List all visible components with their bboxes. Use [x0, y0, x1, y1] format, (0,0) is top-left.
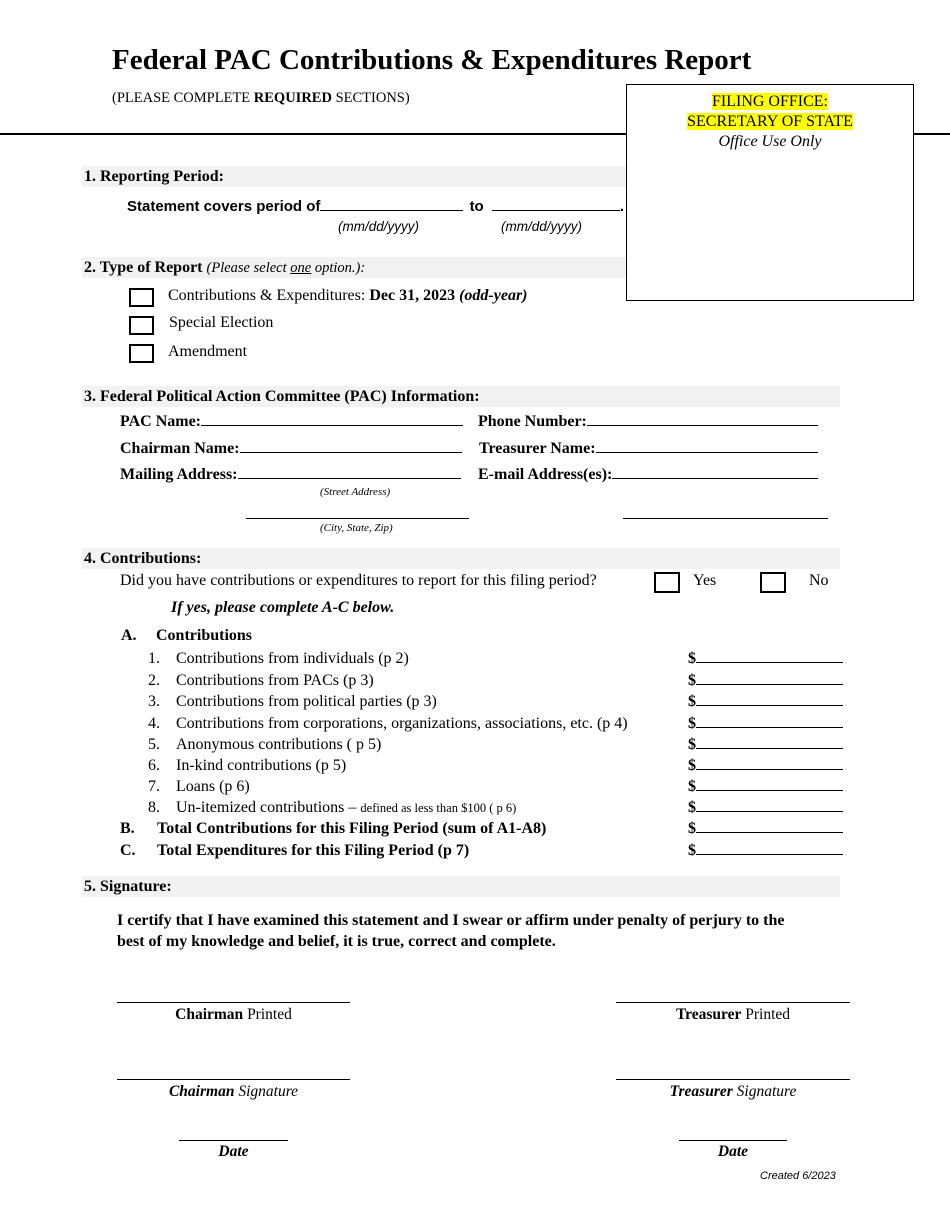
section-2-heading — [82, 257, 626, 278]
special-election-option: Special Election — [169, 314, 274, 331]
chairman-name-field[interactable] — [240, 452, 462, 453]
item-amount-row — [688, 778, 843, 796]
reporting-period-row — [127, 198, 624, 215]
item-amount-row — [688, 715, 843, 733]
item-label-text: Un-itemized contributions – — [176, 799, 361, 816]
yes-checkbox[interactable] — [654, 572, 680, 593]
subtitle-post: SECTIONS) — [331, 90, 410, 106]
period-end-field[interactable] — [492, 210, 620, 211]
item-amount-field[interactable] — [696, 684, 843, 685]
chairman-signature-caption — [117, 1083, 350, 1101]
dollar-sign: $ — [688, 778, 696, 795]
item-amount-field[interactable] — [696, 662, 843, 663]
if-yes-instruction: If yes, please complete A-C below. — [171, 599, 395, 616]
section-1-title: 1. Reporting Period: — [84, 168, 224, 185]
special-election-checkbox[interactable] — [129, 316, 154, 335]
pac-name-field[interactable] — [201, 425, 463, 426]
street-address-field[interactable] — [238, 478, 461, 479]
item-amount-row — [688, 736, 843, 754]
section-5-heading — [82, 876, 840, 897]
dollar-sign: $ — [688, 842, 696, 859]
amendment-checkbox[interactable] — [129, 344, 154, 363]
item-number: 5. — [148, 736, 160, 753]
total-expenditures-label: Total Expenditures for this Filing Period (p 7) — [157, 842, 470, 859]
no-label: No — [809, 572, 829, 589]
mailing-address-label: Mailing Address: — [120, 466, 238, 483]
section-1-heading — [82, 166, 626, 187]
total-contributions-row — [688, 820, 843, 838]
dollar-sign: $ — [688, 715, 696, 732]
total-contributions-field[interactable] — [696, 832, 843, 833]
filing-office-label: FILING OFFICE: — [711, 93, 828, 110]
chairman-signature-line[interactable] — [117, 1079, 350, 1080]
item-label-note: defined as less than $100 ( p 6) — [360, 801, 517, 815]
hint-post: option.): — [311, 260, 366, 276]
dollar-sign: $ — [688, 650, 696, 667]
contributions-question: Did you have contributions or expenditures to report for this filing period? — [120, 572, 597, 589]
item-label — [176, 693, 437, 711]
email-label: E-mail Address(es): — [478, 466, 613, 483]
total-contributions-label: Total Contributions for this Filing Period (sum of A1-A8) — [157, 820, 547, 837]
item-label — [176, 715, 628, 733]
item-amount-row — [688, 672, 843, 690]
item-number: 6. — [148, 757, 160, 774]
item-label-text: Loans (p 6) — [176, 778, 250, 795]
chairman-date-line[interactable] — [179, 1140, 288, 1141]
section-b-letter: B. — [120, 820, 135, 837]
item-number: 2. — [148, 672, 160, 689]
section-c-letter: C. — [120, 842, 136, 859]
opt1-date: Dec 31, 2023 — [369, 287, 456, 304]
dollar-sign: $ — [688, 672, 696, 689]
chairman-date-caption: Date — [218, 1143, 249, 1160]
item-number: 4. — [148, 715, 160, 732]
dollar-sign: $ — [688, 820, 696, 837]
city-state-zip-hint: (City, State, Zip) — [320, 522, 393, 534]
item-number: 8. — [148, 799, 160, 816]
statement-covers-label: Statement covers period of — [127, 198, 321, 215]
item-label — [176, 650, 409, 668]
contrib-expend-option — [168, 287, 528, 305]
item-number: 7. — [148, 778, 160, 795]
section-a-letter: A. — [121, 627, 137, 644]
mailing-address-row — [120, 466, 461, 484]
pac-name-row — [120, 413, 463, 431]
email-field-2[interactable] — [623, 504, 828, 519]
treasurer-name-label: Treasurer Name: — [479, 440, 596, 457]
treasurer-sig-bold: Treasurer — [669, 1083, 733, 1100]
period-start-field[interactable] — [320, 210, 463, 211]
opt1-label: Contributions & Expenditures: — [168, 287, 370, 304]
item-label — [176, 672, 374, 690]
treasurer-date-caption: Date — [717, 1143, 749, 1160]
email-row — [478, 466, 818, 484]
item-label — [176, 799, 516, 817]
section-2-title: 2. Type of Report — [84, 259, 203, 276]
chairman-printed-line[interactable] — [117, 1002, 350, 1003]
to-label: to — [469, 198, 484, 215]
item-label-text: Contributions from individuals (p 2) — [176, 650, 409, 667]
item-label-text: In-kind contributions (p 5) — [176, 757, 347, 774]
phone-row — [478, 413, 818, 431]
item-amount-field[interactable] — [696, 769, 843, 770]
treasurer-printed-text: Printed — [741, 1006, 791, 1023]
page-subtitle — [112, 90, 410, 107]
treasurer-printed-bold: Treasurer — [675, 1006, 742, 1023]
item-amount-row — [688, 799, 843, 817]
treasurer-signature-line[interactable] — [616, 1079, 850, 1080]
chairman-printed-bold: Chairman — [175, 1006, 244, 1023]
section-3-title: 3. Federal Political Action Committee (PAC) Information: — [84, 388, 480, 405]
chairman-printed-caption — [117, 1006, 350, 1024]
created-date: Created 6/2023 — [760, 1170, 836, 1182]
item-amount-row — [688, 650, 843, 668]
secretary-of-state-label: SECRETARY OF STATE — [687, 113, 853, 130]
treasurer-sig-text: Signature — [732, 1083, 797, 1100]
chairman-name-label: Chairman Name: — [120, 440, 240, 457]
item-amount-field[interactable] — [696, 748, 843, 749]
treasurer-date-line[interactable] — [679, 1140, 787, 1141]
yes-label: Yes — [693, 572, 717, 589]
chairman-name-row — [120, 440, 462, 458]
hint-one: one — [290, 260, 312, 276]
treasurer-name-row — [479, 440, 818, 458]
amendment-option: Amendment — [168, 343, 248, 360]
section-3-heading — [82, 386, 840, 407]
subtitle-required: REQUIRED — [253, 90, 332, 106]
date-hint-2: (mm/dd/yyyy) — [501, 219, 582, 234]
total-expenditures-field[interactable] — [696, 854, 843, 855]
no-checkbox[interactable] — [760, 572, 786, 593]
date-hint-1: (mm/dd/yyyy) — [338, 219, 419, 234]
item-label — [176, 757, 346, 775]
item-amount-row — [688, 693, 843, 711]
dollar-sign: $ — [688, 736, 696, 753]
item-amount-row — [688, 757, 843, 775]
period-end-dot: . — [619, 198, 625, 215]
hint-pre: (Please select — [206, 260, 291, 276]
treasurer-name-field[interactable] — [596, 452, 818, 453]
office-use-only: Office Use Only — [718, 133, 822, 150]
page-title: Federal PAC Contributions & Expenditures Report — [112, 44, 752, 76]
email-field[interactable] — [612, 478, 818, 479]
phone-field[interactable] — [587, 425, 818, 426]
item-label — [176, 778, 250, 796]
item-label — [176, 736, 381, 754]
dollar-sign: $ — [688, 799, 696, 816]
contrib-expend-checkbox[interactable] — [129, 288, 154, 307]
item-number: 3. — [148, 693, 160, 710]
section-4-title: 4. Contributions: — [84, 550, 202, 567]
certify-line-1: I certify that I have examined this statement and I swear or affirm under penalty of perjury to the — [117, 912, 785, 929]
total-expenditures-row — [688, 842, 843, 860]
phone-label: Phone Number: — [478, 413, 587, 430]
city-state-zip-field[interactable] — [246, 504, 469, 519]
section-5-title: 5. Signature: — [84, 878, 172, 895]
item-label-text: Contributions from corporations, organizations, associations, etc. (p 4) — [176, 715, 628, 732]
item-label-text: Anonymous contributions ( p 5) — [176, 736, 382, 753]
item-label-text: Contributions from political parties (p 3) — [176, 693, 437, 710]
dollar-sign: $ — [688, 693, 696, 710]
treasurer-signature-caption — [616, 1083, 850, 1101]
section-a-label: Contributions — [156, 627, 253, 644]
street-address-hint: (Street Address) — [320, 486, 391, 498]
chairman-printed-text: Printed — [243, 1006, 292, 1023]
item-amount-field[interactable] — [696, 811, 843, 812]
subtitle-pre: (PLEASE COMPLETE — [112, 90, 254, 106]
treasurer-printed-caption — [616, 1006, 850, 1024]
item-amount-field[interactable] — [696, 790, 843, 791]
filing-office-box — [626, 84, 914, 301]
pac-name-label: PAC Name: — [120, 413, 202, 430]
dollar-sign: $ — [688, 757, 696, 774]
item-amount-field[interactable] — [696, 705, 843, 706]
item-label-text: Contributions from PACs (p 3) — [176, 672, 374, 689]
section-4-heading — [82, 548, 840, 569]
treasurer-printed-line[interactable] — [616, 1002, 850, 1003]
chairman-sig-bold: Chairman — [168, 1083, 235, 1100]
section-2-hint — [207, 260, 366, 276]
opt1-odd-year: (odd-year) — [459, 287, 528, 304]
item-amount-field[interactable] — [696, 727, 843, 728]
item-number: 1. — [148, 650, 160, 667]
chairman-sig-text: Signature — [234, 1083, 299, 1100]
certify-line-2: best of my knowledge and belief, it is true, correct and complete. — [117, 933, 556, 950]
